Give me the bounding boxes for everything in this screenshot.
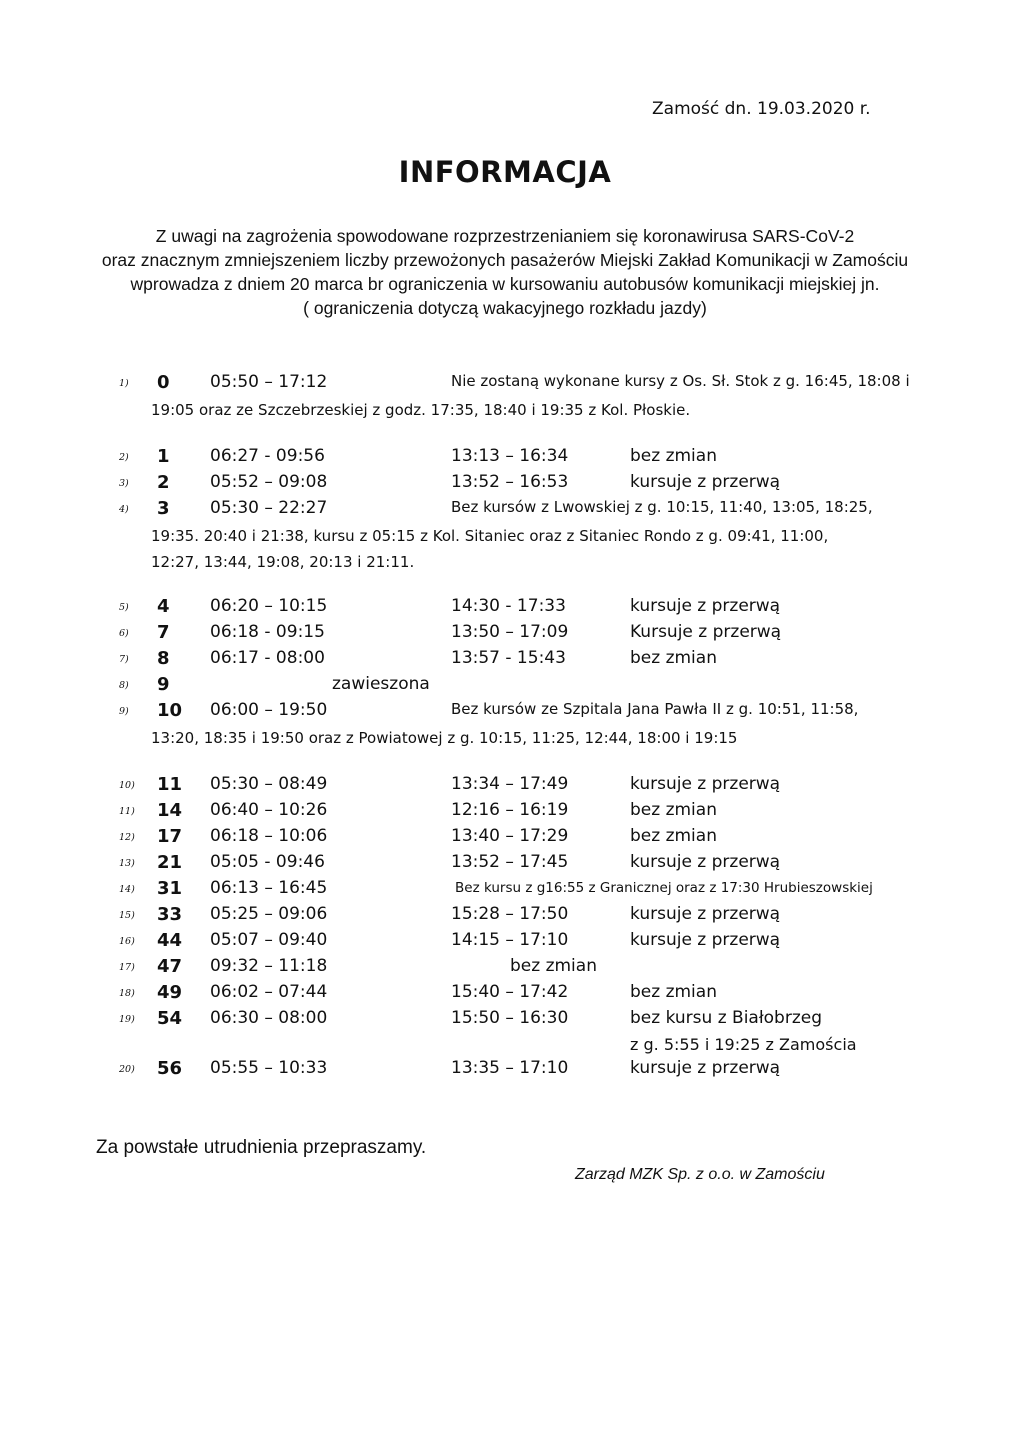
afternoon-hours: 15:50 – 16:30 bbox=[451, 1008, 569, 1028]
afternoon-hours: 13:52 – 17:45 bbox=[451, 852, 569, 872]
afternoon-hours: 12:16 – 16:19 bbox=[451, 800, 569, 820]
route-note-continuation: 19:35. 20:40 i 21:38, kursu z 05:15 z Kol. Sitaniec oraz z Sitaniec Rondo z g. 09:41, 11:00, bbox=[151, 527, 829, 545]
route-row bbox=[0, 904, 1010, 930]
row-number: 18) bbox=[119, 988, 135, 999]
line-number: 31 bbox=[157, 878, 183, 899]
apology-text: Za powstałe utrudnienia przepraszamy. bbox=[96, 1137, 427, 1158]
intro-line: wprowadza z dniem 20 marca br ograniczenia w kursowaniu autobusów komunikacji miejskiej jn. bbox=[130, 274, 880, 294]
suspended-label: zawieszona bbox=[332, 674, 430, 694]
afternoon-hours: 13:13 – 16:34 bbox=[451, 446, 569, 466]
line-number: 54 bbox=[157, 1008, 183, 1029]
status-text: kursuje z przerwą bbox=[630, 472, 781, 492]
route-row bbox=[0, 852, 1010, 878]
status-text: kursuje z przerwą bbox=[630, 904, 781, 924]
line-number: 0 bbox=[157, 372, 170, 393]
route-row bbox=[0, 930, 1010, 956]
line-number: 21 bbox=[157, 852, 183, 873]
line-number: 4 bbox=[157, 596, 170, 617]
row-number: 8) bbox=[119, 680, 129, 691]
morning-hours: 05:50 – 17:12 bbox=[210, 372, 328, 392]
line-number: 3 bbox=[157, 498, 170, 519]
route-note: Bez kursów ze Szpitala Jana Pawła II z g. 10:51, 11:58, bbox=[451, 700, 859, 718]
line-number: 9 bbox=[157, 674, 170, 695]
route-note-continuation: 19:05 oraz ze Szczebrzeskiej z godz. 17:35, 18:40 i 19:35 z Kol. Płoskie. bbox=[151, 401, 691, 419]
route-row bbox=[0, 1008, 1010, 1034]
route-row bbox=[0, 774, 1010, 800]
route-row bbox=[0, 826, 1010, 852]
line-number: 10 bbox=[157, 700, 183, 721]
afternoon-hours: 13:35 – 17:10 bbox=[451, 1058, 569, 1078]
route-row bbox=[0, 982, 1010, 1008]
morning-hours: 06:20 – 10:15 bbox=[210, 596, 328, 616]
row-number: 11) bbox=[119, 806, 135, 817]
status-text: kursuje z przerwą bbox=[630, 596, 781, 616]
afternoon-hours: 13:40 – 17:29 bbox=[451, 826, 569, 846]
status-text: bez zmian bbox=[630, 446, 717, 466]
route-row bbox=[0, 622, 1010, 648]
status-text: Kursuje z przerwą bbox=[630, 622, 782, 642]
morning-hours: 05:55 – 10:33 bbox=[210, 1058, 328, 1078]
afternoon-hours: 13:50 – 17:09 bbox=[451, 622, 569, 642]
route-note-continuation: 12:27, 13:44, 19:08, 20:13 i 21:11. bbox=[151, 553, 415, 571]
line-number: 56 bbox=[157, 1058, 183, 1079]
document-date: Zamość dn. 19.03.2020 r. bbox=[652, 99, 871, 119]
route-row bbox=[0, 472, 1010, 498]
morning-hours: 06:40 – 10:26 bbox=[210, 800, 328, 820]
afternoon-hours: 15:40 – 17:42 bbox=[451, 982, 569, 1002]
morning-hours: 05:30 – 22:27 bbox=[210, 498, 328, 518]
morning-hours: 06:30 – 08:00 bbox=[210, 1008, 328, 1028]
status-text: kursuje z przerwą bbox=[630, 774, 781, 794]
line-number: 47 bbox=[157, 956, 183, 977]
row-number: 1) bbox=[119, 378, 129, 389]
row-number: 7) bbox=[119, 654, 129, 665]
row-number: 9) bbox=[119, 706, 129, 717]
morning-hours: 06:02 – 07:44 bbox=[210, 982, 328, 1002]
morning-hours: 05:25 – 09:06 bbox=[210, 904, 328, 924]
status-text: bez zmian bbox=[630, 800, 717, 820]
line-number: 8 bbox=[157, 648, 170, 669]
route-row bbox=[0, 800, 1010, 826]
status-text: kursuje z przerwą bbox=[630, 852, 781, 872]
route-note: Bez kursu z g16:55 z Granicznej oraz z 17:30 Hrubieszowskiej bbox=[455, 880, 873, 896]
signature: Zarząd MZK Sp. z o.o. w Zamościu bbox=[575, 1166, 825, 1183]
status-text: kursuje z przerwą bbox=[630, 1058, 781, 1078]
route-note: Bez kursów z Lwowskiej z g. 10:15, 11:40, 13:05, 18:25, bbox=[451, 498, 873, 516]
line-number: 14 bbox=[157, 800, 183, 821]
row-number: 5) bbox=[119, 602, 129, 613]
route-row bbox=[0, 956, 1010, 982]
line-number: 11 bbox=[157, 774, 183, 795]
route-row bbox=[0, 648, 1010, 674]
row-number: 20) bbox=[119, 1064, 135, 1075]
route-row bbox=[0, 700, 1010, 726]
route-row bbox=[0, 674, 1010, 700]
route-row bbox=[0, 372, 1010, 398]
row-number: 10) bbox=[119, 780, 135, 791]
status-text: bez kursu z Białobrzeg bbox=[630, 1008, 823, 1028]
route-note: Nie zostaną wykonane kursy z Os. Sł. Stok z g. 16:45, 18:08 i bbox=[451, 372, 910, 390]
status-text: kursuje z przerwą bbox=[630, 930, 781, 950]
morning-hours: 06:00 – 19:50 bbox=[210, 700, 328, 720]
line-number: 2 bbox=[157, 472, 170, 493]
status-text: bez zmian bbox=[510, 956, 597, 976]
status-text: bez zmian bbox=[630, 982, 717, 1002]
status-text: bez zmian bbox=[630, 826, 717, 846]
afternoon-hours: 13:52 – 16:53 bbox=[451, 472, 569, 492]
intro-line: Z uwagi na zagrożenia spowodowane rozprzestrzenianiem się koronawirusa SARS-CoV-2 bbox=[155, 226, 855, 246]
row-number: 17) bbox=[119, 962, 135, 973]
afternoon-hours: 13:57 - 15:43 bbox=[451, 648, 566, 668]
morning-hours: 06:18 - 09:15 bbox=[210, 622, 325, 642]
line-number: 33 bbox=[157, 904, 183, 925]
morning-hours: 05:52 – 09:08 bbox=[210, 472, 328, 492]
row-number: 15) bbox=[119, 910, 135, 921]
status-text: bez zmian bbox=[630, 648, 717, 668]
morning-hours: 06:27 - 09:56 bbox=[210, 446, 325, 466]
morning-hours: 06:13 – 16:45 bbox=[210, 878, 328, 898]
line-number: 49 bbox=[157, 982, 183, 1003]
morning-hours: 06:17 - 08:00 bbox=[210, 648, 325, 668]
row-number: 2) bbox=[119, 452, 129, 463]
row-number: 3) bbox=[119, 478, 129, 489]
row-number: 13) bbox=[119, 858, 135, 869]
route-row bbox=[0, 596, 1010, 622]
afternoon-hours: 14:15 – 17:10 bbox=[451, 930, 569, 950]
row-number: 14) bbox=[119, 884, 135, 895]
afternoon-hours: 13:34 – 17:49 bbox=[451, 774, 569, 794]
afternoon-hours: 15:28 – 17:50 bbox=[451, 904, 569, 924]
morning-hours: 05:30 – 08:49 bbox=[210, 774, 328, 794]
intro-line: oraz znacznym zmniejszeniem liczby przewożonych pasażerów Miejski Zakład Komunikacji w Zamościu bbox=[101, 250, 909, 270]
status-continuation: z g. 5:55 i 19:25 z Zamościa bbox=[630, 1035, 857, 1054]
route-note-continuation: 13:20, 18:35 i 19:50 oraz z Powiatowej z g. 10:15, 11:25, 12:44, 18:00 i 19:15 bbox=[151, 729, 738, 747]
route-row bbox=[0, 1058, 1010, 1084]
row-number: 4) bbox=[119, 504, 129, 515]
morning-hours: 06:18 – 10:06 bbox=[210, 826, 328, 846]
line-number: 1 bbox=[157, 446, 170, 467]
morning-hours: 09:32 – 11:18 bbox=[210, 956, 328, 976]
document-title: INFORMACJA bbox=[398, 155, 612, 189]
intro-line: ( ograniczenia dotyczą wakacyjnego rozkładu jazdy) bbox=[303, 298, 707, 318]
morning-hours: 05:07 – 09:40 bbox=[210, 930, 328, 950]
morning-hours: 05:05 - 09:46 bbox=[210, 852, 325, 872]
row-number: 19) bbox=[119, 1014, 135, 1025]
line-number: 17 bbox=[157, 826, 183, 847]
route-row bbox=[0, 446, 1010, 472]
line-number: 44 bbox=[157, 930, 183, 951]
route-row bbox=[0, 878, 1010, 904]
row-number: 16) bbox=[119, 936, 135, 947]
route-row bbox=[0, 498, 1010, 524]
line-number: 7 bbox=[157, 622, 170, 643]
row-number: 6) bbox=[119, 628, 129, 639]
afternoon-hours: 14:30 - 17:33 bbox=[451, 596, 566, 616]
row-number: 12) bbox=[119, 832, 135, 843]
